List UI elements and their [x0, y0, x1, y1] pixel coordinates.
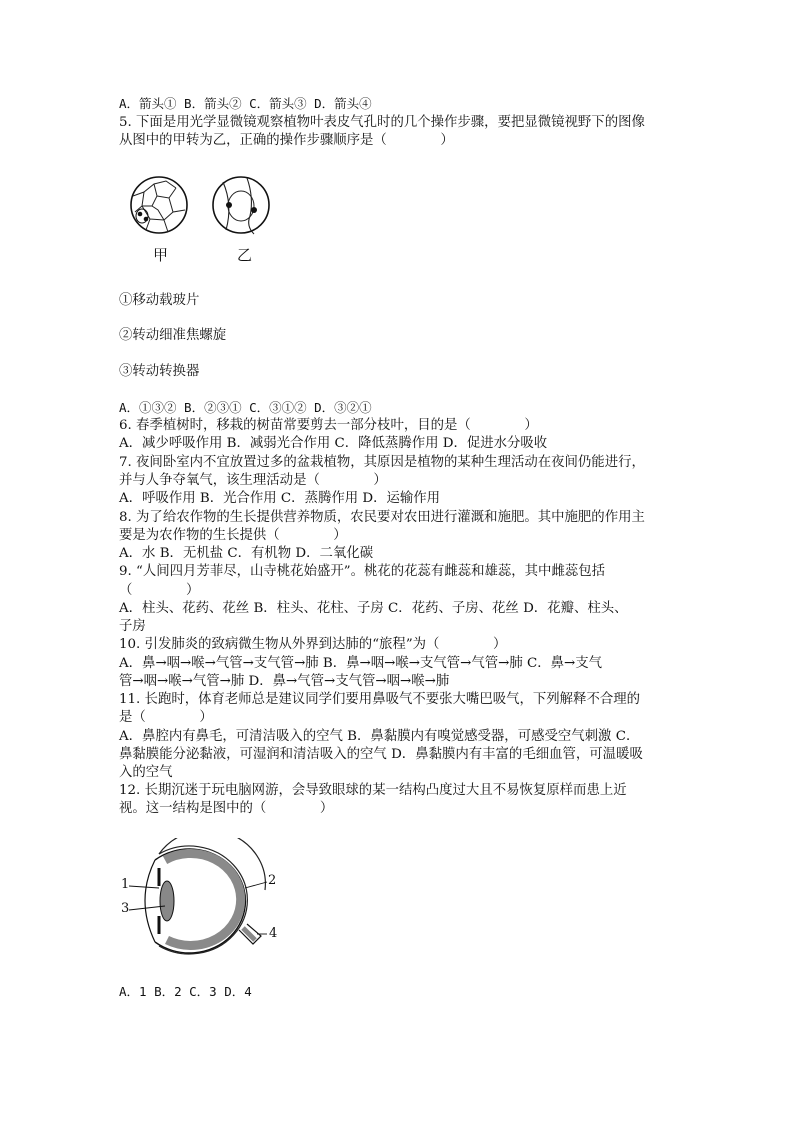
- q12-stem-cont: 视。这一结构是图中的（ ）: [119, 801, 334, 816]
- q12-stem: 12. 长期沉迷于玩电脑网游，会导致眼球的某一结构凸度过大且不易恢复原样而患上近: [119, 783, 627, 798]
- q12-options: A．1 B．2 C．3 D．4: [119, 984, 252, 999]
- q9-options: A．柱头、花药、花丝 B．柱头、花柱、子房 C．花药、子房、花丝 D．花瓣、柱头、: [119, 601, 628, 616]
- q8-options: A．水 B．无机盐 C．有机物 D．二氧化碳: [119, 546, 374, 561]
- q5-stem: 5. 下面是用光学显微镜观察植物叶表皮气孔时的几个操作步骤，要把显微镜视野下的图像: [119, 115, 645, 130]
- q10-options-cont: 管→咽→喉→气管→肺 D．鼻→气管→支气管→咽→喉→肺: [119, 674, 450, 689]
- q7-stem: 7. 夜间卧室内不宜放置过多的盆栽植物，其原因是植物的某种生理活动在夜间仍能进行，: [119, 455, 645, 470]
- q11-stem: 11. 长跑时，体育老师总是建议同学们要用鼻吸气不要张大嘴巴吸气，下列解释不合理的: [119, 692, 641, 707]
- q6-stem: 6. 春季植树时，移栽的树苗常要剪去一部分枝叶，目的是（ ）: [119, 418, 538, 433]
- eyeball-diagram: [115, 838, 285, 960]
- q10-stem: 10. 引发肺炎的致病微生物从外界到达肺的“旅程”为（ ）: [119, 637, 507, 652]
- eye-label-1: 1: [121, 877, 130, 892]
- eye-label-4: 4: [269, 926, 278, 941]
- q5-options: A．①③② B．②③① C．③①② D．③②①: [119, 400, 372, 415]
- q9-options-cont: 子房: [119, 619, 146, 634]
- q11-options-end: 入的空气: [119, 765, 173, 780]
- label-jia: 甲: [153, 246, 169, 264]
- field-jia: [131, 177, 187, 233]
- q5-stem-cont: 从图中的甲转为乙，正确的操作步骤顺序是（ ）: [119, 133, 454, 148]
- q7-options: A．呼吸作用 B．光合作用 C．蒸腾作用 D．运输作用: [119, 491, 441, 506]
- q10-options: A．鼻→咽→喉→气管→支气管→肺 B．鼻→咽→喉→支气管→气管→肺 C．鼻→支气: [119, 656, 603, 671]
- q8-stem: 8. 为了给农作物的生长提供营养物质，农民要对农田进行灌溉和施肥。其中施肥的作用主: [119, 510, 645, 525]
- q9-stem-cont: （ ）: [119, 583, 200, 598]
- step-3: ③转动转换器: [119, 364, 200, 379]
- step-1: ①移动载玻片: [119, 293, 200, 308]
- q11-stem-cont: 是（ ）: [119, 710, 213, 725]
- q8-stem-cont: 要是为农作物的生长提供（ ）: [119, 528, 347, 543]
- eye-label-3: 3: [121, 901, 130, 916]
- q7-stem-cont: 并与人争夺氧气，该生理活动是（ ）: [119, 473, 387, 488]
- eye-label-2: 2: [268, 873, 277, 888]
- q4-options: A．箭头① B．箭头② C．箭头③ D．箭头④: [119, 96, 372, 111]
- q11-options-cont: 鼻黏膜能分泌黏液，可湿润和清洁吸入的空气 D．鼻黏膜内有丰富的毛细血管，可温暖吸: [119, 747, 643, 762]
- microscope-field-figure: [128, 172, 278, 242]
- q11-options: A．鼻腔内有鼻毛，可清洁吸入的空气 B．鼻黏膜内有嗅觉感受器，可感受空气刺激 C．: [119, 729, 640, 744]
- step-2: ②转动细准焦螺旋: [119, 328, 227, 343]
- field-yi: [213, 177, 269, 234]
- label-yi: 乙: [237, 246, 253, 264]
- q6-options: A．减少呼吸作用 B．减弱光合作用 C．降低蒸腾作用 D．促进水分吸收: [119, 436, 548, 451]
- q9-stem: 9. “人间四月芳菲尽，山寺桃花始盛开”。桃花的花蕊有雌蕊和雄蕊，其中雌蕊包括: [119, 564, 606, 579]
